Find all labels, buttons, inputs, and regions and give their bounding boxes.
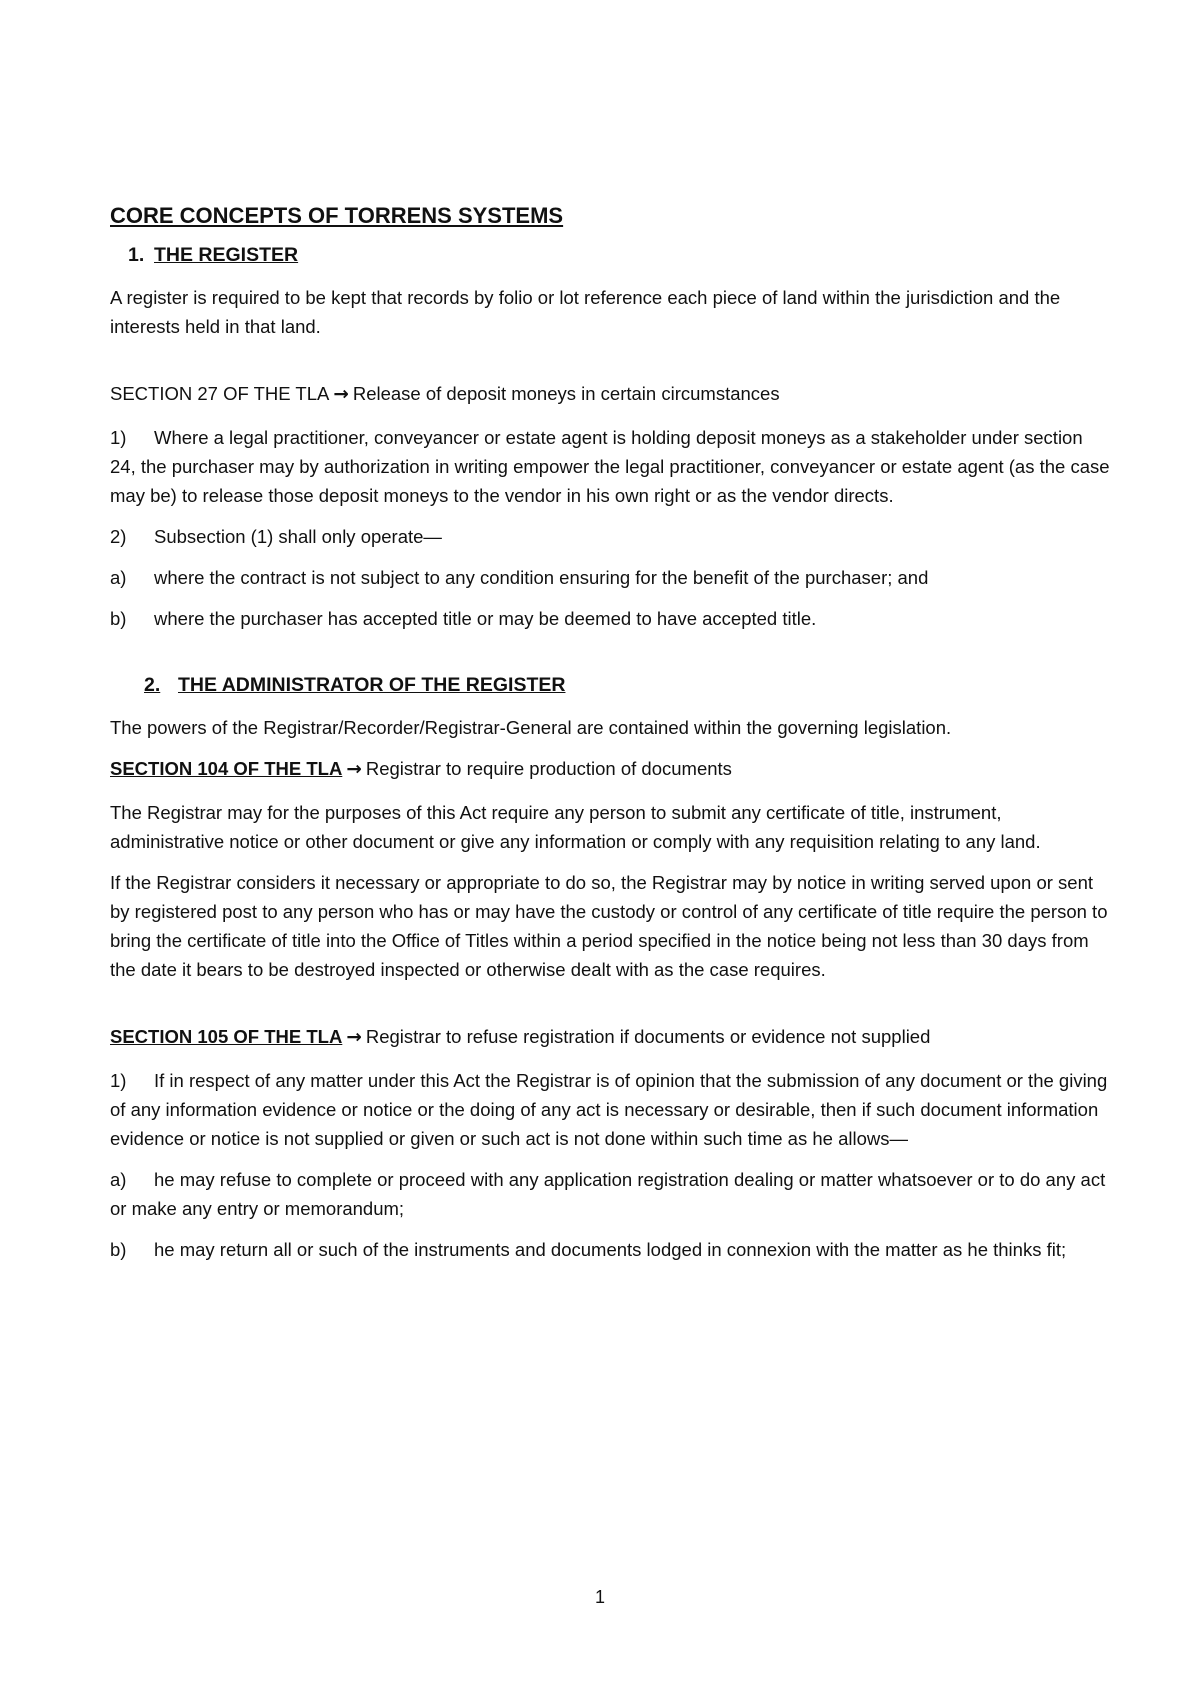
- s104-title: Registrar to require production of documents: [365, 758, 732, 779]
- s104-header: [110, 754, 1110, 784]
- s105-item-1-label: 1): [110, 1070, 127, 1091]
- arrow-right-icon: →: [346, 759, 362, 780]
- section-2-heading: [144, 671, 1110, 699]
- s27-item-a-text: where the contract is not subject to any condition ensuring for the benefit of the purchaser; and: [154, 567, 929, 588]
- s27-header: [110, 379, 1110, 409]
- spacer: [110, 353, 1110, 379]
- s27-item-b-text: where the purchaser has accepted title or may be deemed to have accepted title.: [154, 608, 817, 629]
- s105-item-b-text: he may return all or such of the instruments and documents lodged in connexion with the matter as he thinks fit;: [154, 1239, 1067, 1260]
- s105-header: [110, 1022, 1110, 1052]
- page-number: 1: [594, 1587, 605, 1607]
- s27-item-2-text: Subsection (1) shall only operate—: [154, 526, 442, 547]
- s105-item-a: [110, 1165, 1110, 1223]
- s27-title: Release of deposit moneys in certain circumstances: [352, 383, 780, 404]
- section-1-title: THE REGISTER: [154, 244, 299, 266]
- s105-title: Registrar to refuse registration if documents or evidence not supplied: [365, 1026, 931, 1047]
- s27-item-1-label: 1): [110, 427, 127, 448]
- section-2-intro: The powers of the Registrar/Recorder/Registrar-General are contained within the governing legislation.: [110, 717, 952, 738]
- s27-item-2: [110, 522, 1110, 551]
- arrow-right-icon: →: [333, 384, 349, 405]
- s27-item-b: [110, 604, 1110, 633]
- s27-item-2-label: 2): [110, 526, 127, 547]
- s105-item-1: [110, 1066, 1110, 1153]
- s27-item-b-label: b): [110, 608, 127, 629]
- s27-item-a-label: a): [110, 567, 127, 588]
- section-2-number: 2.: [144, 674, 161, 696]
- s27-item-a: [110, 563, 1110, 592]
- document-title: CORE CONCEPTS OF TORRENS SYSTEMS: [110, 203, 564, 228]
- section-2-title: THE ADMINISTRATOR OF THE REGISTER: [178, 674, 566, 696]
- s104-paragraph-2: If the Registrar considers it necessary or appropriate to do so, the Registrar may by notice in writing served upon or sent by registered post to any person who has or may have the custody or control of any certificate of title require the person to bring the certificate of title into the Office of Titles within a period specified in the notice being not less than 30 days from the date it bears to be destroyed inspected or otherwise dealt with as the case requires.: [110, 872, 1108, 980]
- s105-item-b: [110, 1235, 1110, 1264]
- s104-paragraph-1: The Registrar may for the purposes of this Act require any person to submit any certificate of title, instrument, administrative notice or other document or give any information or comply with any requisition relating to any land.: [110, 802, 1041, 852]
- section-1-heading: [128, 241, 1110, 269]
- s104-label: SECTION 104 OF THE TLA: [110, 758, 343, 779]
- s27-item-1: [110, 423, 1110, 510]
- section-1-number: 1.: [128, 244, 145, 266]
- s27-item-1-text: Where a legal practitioner, conveyancer or estate agent is holding deposit moneys as a stakeholder under section 24, the purchaser may by authorization in writing empower the legal practitioner, conveyancer or estate agent (as the case may be) to release those deposit moneys to the vendor in his own right or as the vendor directs.: [110, 427, 1110, 506]
- spacer: [110, 996, 1110, 1022]
- s105-item-a-text: he may refuse to complete or proceed with any application registration dealing or matter whatsoever or to do any act or make any entry or memorandum;: [110, 1169, 1106, 1219]
- document-body: [110, 201, 1110, 1276]
- s105-item-b-label: b): [110, 1239, 127, 1260]
- section-1-intro: A register is required to be kept that records by folio or lot reference each piece of land within the jurisdiction and the interests held in that land.: [110, 287, 1061, 337]
- spacer: [110, 645, 1110, 671]
- s105-label: SECTION 105 OF THE TLA: [110, 1026, 343, 1047]
- s105-item-a-label: a): [110, 1169, 127, 1190]
- arrow-right-icon: →: [346, 1027, 362, 1048]
- s27-label: SECTION 27 OF THE TLA: [110, 383, 330, 404]
- s105-item-1-text: If in respect of any matter under this Act the Registrar is of opinion that the submission of any document or the giving of any information evidence or notice or the doing of any act is necessary or desirable, then if such document information evidence or notice is not supplied or given or such act is not done within such time as he allows—: [110, 1070, 1108, 1149]
